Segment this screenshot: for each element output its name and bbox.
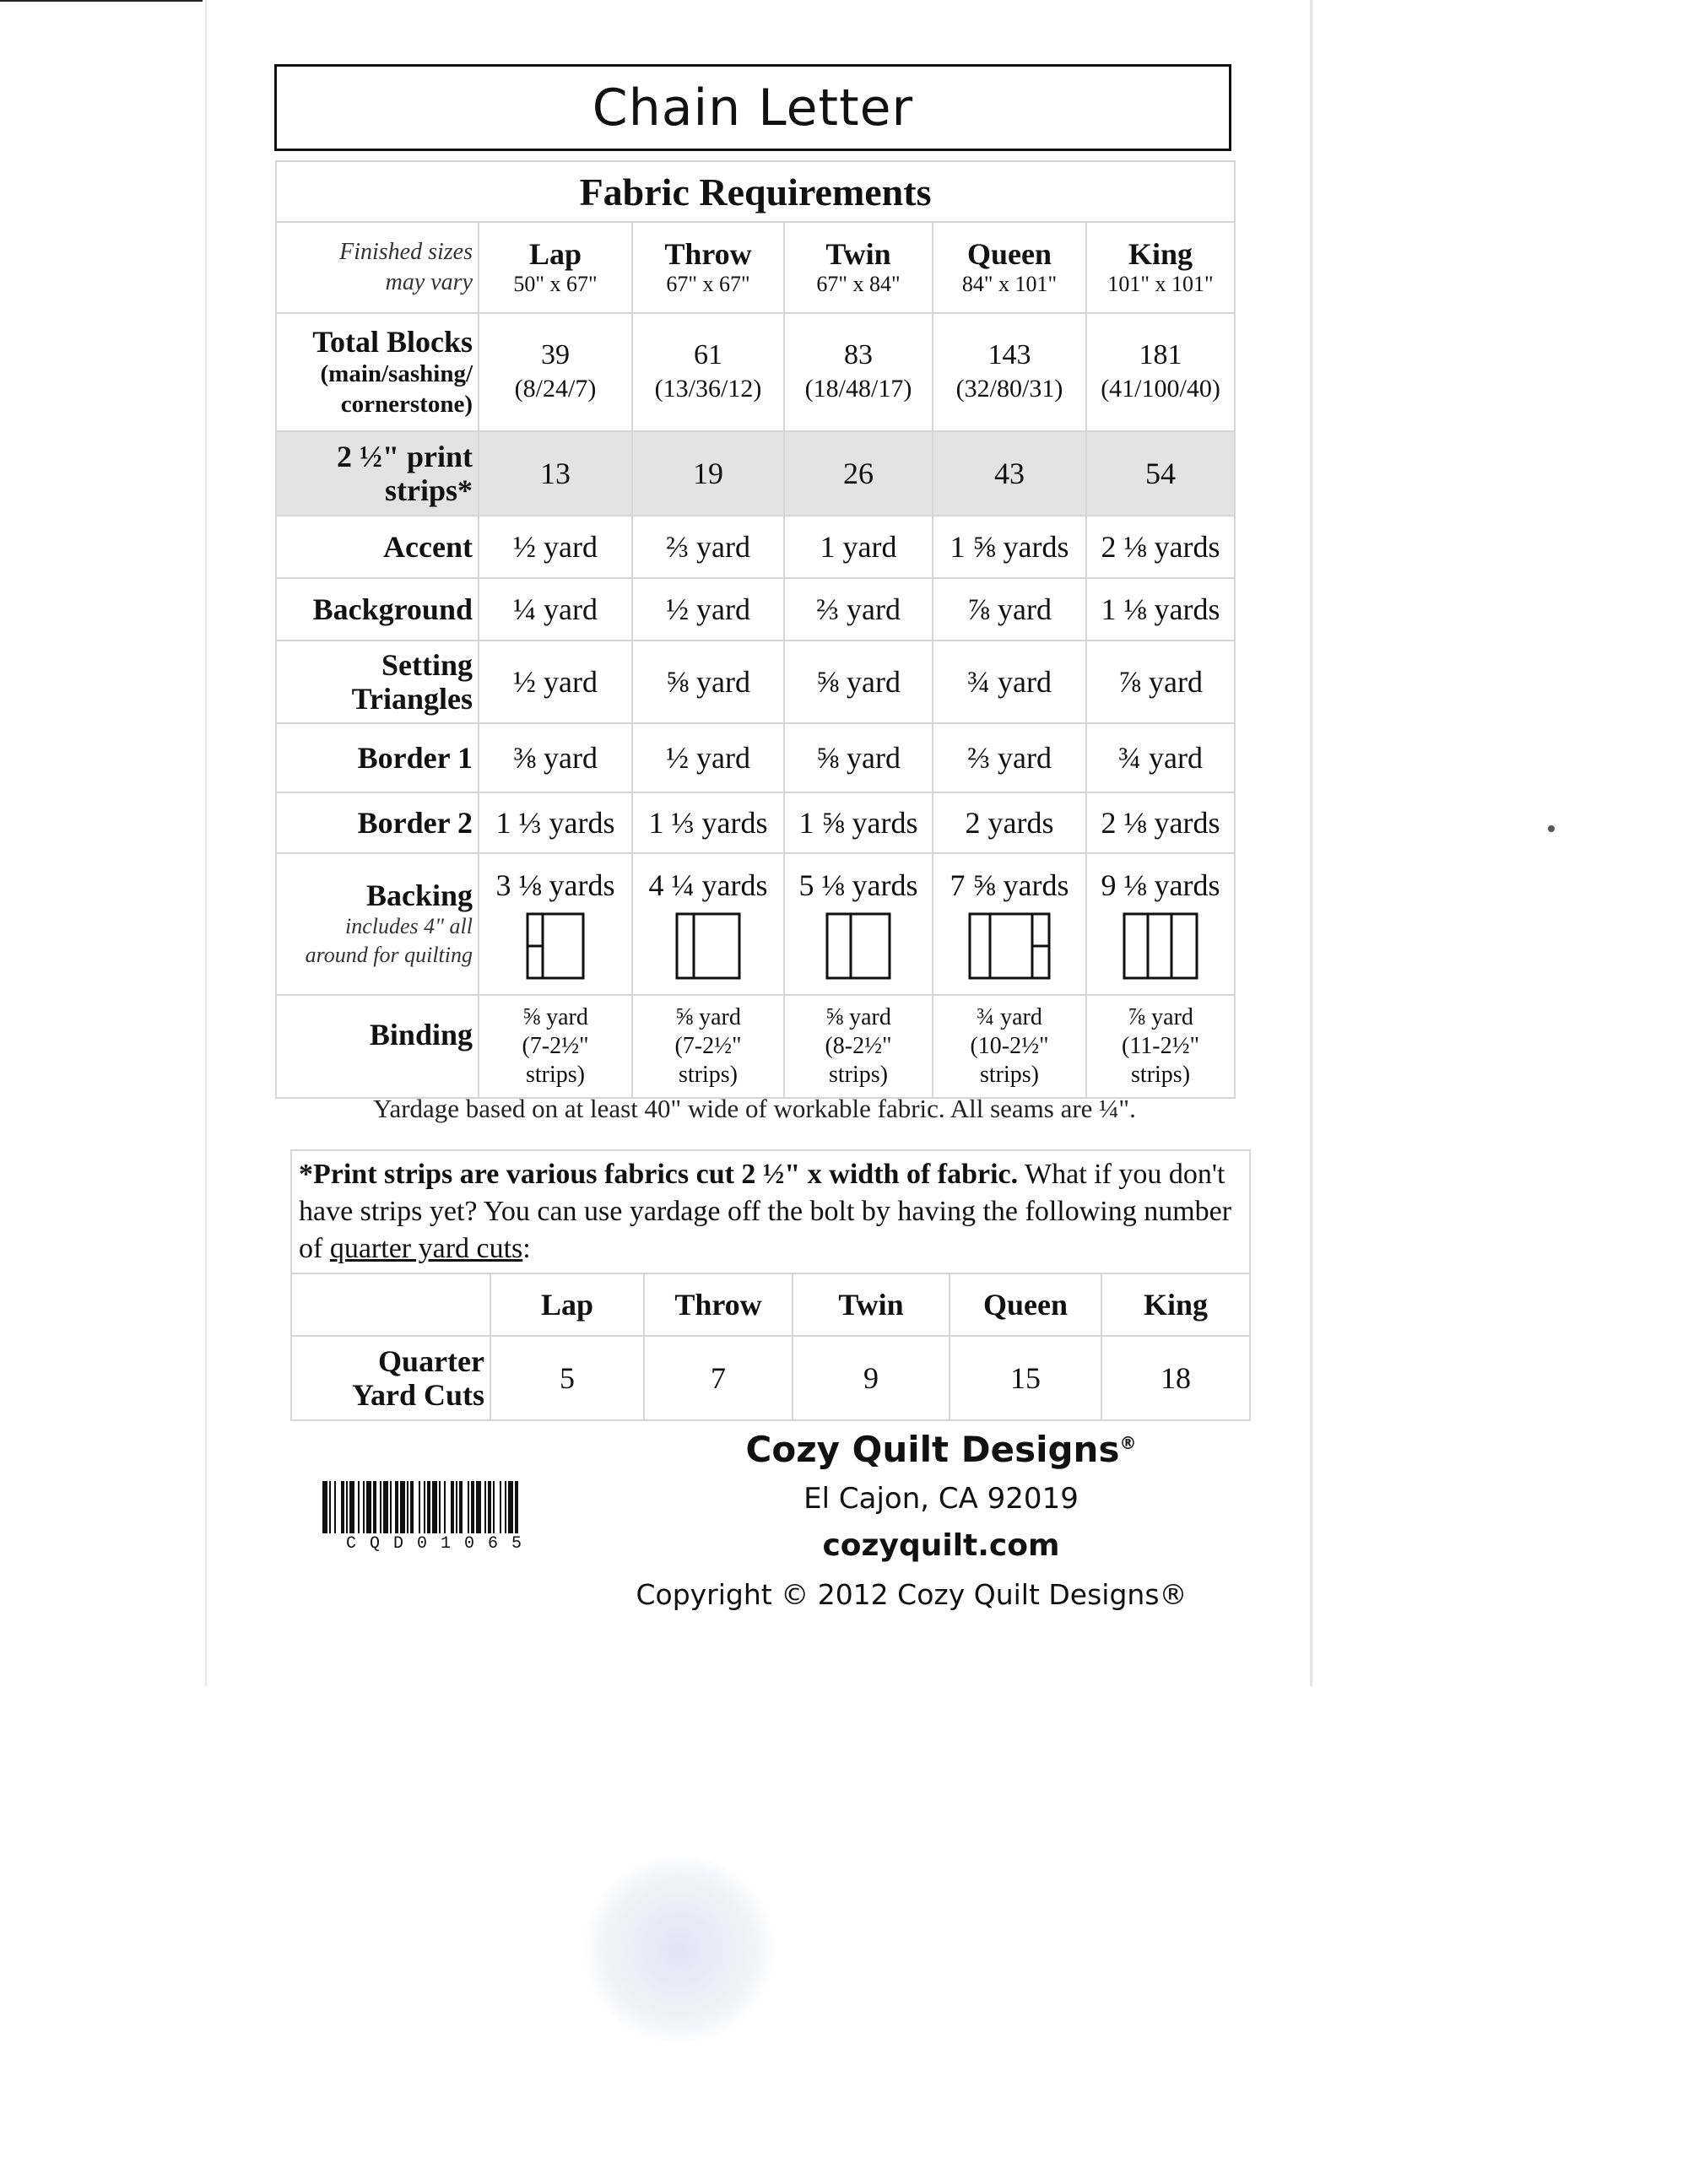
binding-yardage: ⅞ yard [1128,1004,1193,1030]
quarter-yard-cell: 7 [644,1336,793,1420]
header-throw: Throw [644,1273,793,1336]
quarter-yard-cell: 5 [490,1336,644,1420]
border1-label: Border 1 [276,723,479,792]
total-value: 181 [1139,339,1182,370]
total-blocks-row [276,313,1235,431]
border2-cell: 1 ⅝ yards [784,792,933,853]
binding-yardage: ⅝ yard [522,1004,588,1030]
accent-cell: 1 yard [784,516,933,578]
border2-cell: 2 yards [933,792,1086,853]
backing-cell [1086,853,1235,995]
barcode-icon [321,1481,584,1533]
backing-yardage: 9 ⅛ yards [1101,868,1220,902]
binding-cut: (8-2½" [825,1033,892,1059]
size-name: Lap [528,237,582,271]
block-breakdown: (32/80/31) [955,375,1063,403]
total-blocks-cell [632,313,784,431]
binding-cut: (11-2½" [1122,1033,1200,1059]
label-line: Setting [381,648,473,682]
border1-cell: ½ yard [632,723,784,792]
quarter-yard-cell: 15 [950,1336,1101,1420]
backing-cell [632,853,784,995]
binding-cell [1086,995,1235,1098]
publisher-website[interactable]: cozyquilt.com [822,1528,1060,1563]
publisher-name-text: Cozy Quilt Designs [745,1429,1120,1470]
background-cell: ¼ yard [479,578,632,641]
accent-cell: 2 ⅛ yards [1086,516,1235,578]
binding-yardage: ¾ yard [977,1004,1042,1030]
border2-cell: 1 ⅓ yards [632,792,784,853]
border1-cell: ⅝ yard [784,723,933,792]
note-bold-text: *Print strips are various fabrics cut 2 ½" x width of fabric. [299,1159,1019,1190]
speck-mark [1548,825,1555,832]
accent-cell: ½ yard [479,516,632,578]
quarter-yard-cell: 9 [793,1336,950,1420]
block-breakdown: (13/36/12) [654,375,762,403]
binding-cell [632,995,784,1098]
fabric-requirements-table [275,160,1236,1099]
size-header-twin [784,222,933,313]
binding-unit: strips) [526,1062,585,1088]
block-breakdown: (8/24/7) [514,375,597,403]
print-strips-row [276,431,1235,516]
total-value: 143 [987,339,1031,370]
yardage-footnote: Yardage based on at least 40" wide of workable fabric. All seams are ¼". [373,1094,1136,1123]
setting-triangles-label [276,641,479,723]
background-cell: ½ yard [632,578,784,641]
label-line: strips* [384,473,473,507]
total-blocks-label [276,313,479,431]
note-text: What if you don't have strips yet? You can use yardage off the bolt by having the following number of [299,1159,1232,1264]
backing-3-panel-icon [1123,912,1198,980]
finished-sizes-label [276,222,479,313]
faded-stamp-mark [582,1857,776,2042]
binding-unit: strips) [829,1062,888,1088]
setting-triangles-cell: ⅝ yard [784,641,933,723]
backing-cell [479,853,632,995]
binding-cell [933,995,1086,1098]
size-header-king [1086,222,1235,313]
quarter-yard-cuts-table [290,1149,1251,1421]
backing-yardage: 4 ¼ yards [648,868,768,902]
size-name: Twin [825,237,891,271]
top-edge-line [0,0,203,2]
header-queen: Queen [950,1273,1101,1336]
border2-cell: 2 ⅛ yards [1086,792,1235,853]
publisher-city: El Cajon, CA 92019 [803,1482,1079,1516]
label-line: cornerstone) [340,391,473,418]
size-dims: 50" x 67" [513,272,598,296]
setting-triangles-cell: ½ yard [479,641,632,723]
note-end: : [522,1233,531,1264]
backing-2-panel-icon [825,912,891,980]
backing-yardage: 7 ⅝ yards [950,868,1069,902]
border1-cell: ¾ yard [1086,723,1235,792]
size-dims: 101" x 101" [1107,272,1214,296]
total-value: 61 [694,339,722,370]
backing-row [276,853,1235,995]
label-line: Backing [365,878,473,912]
registered-mark: ® [1119,1433,1137,1453]
note-underlined-text: quarter yard cuts [329,1233,523,1264]
accent-label: Accent [276,516,479,578]
background-cell: ⅞ yard [933,578,1086,641]
empty-header-cell [291,1273,490,1336]
quarter-yard-cuts-row [291,1336,1250,1420]
size-name: King [1128,237,1193,271]
total-value: 39 [541,339,570,370]
binding-cell [479,995,632,1098]
print-strips-label [276,431,479,516]
binding-unit: strips) [1131,1062,1191,1088]
setting-triangles-cell: ¾ yard [933,641,1086,723]
size-dims: 84" x 101" [961,272,1058,296]
backing-2-panel-icon [675,912,741,980]
backing-3-panel-pieced-icon [968,912,1051,980]
setting-triangles-cell: ⅞ yard [1086,641,1235,723]
backing-note: around for quilting [305,943,473,967]
size-header-lap [479,222,632,313]
binding-label: Binding [276,995,479,1098]
header-twin: Twin [793,1273,950,1336]
backing-note: includes 4" all [344,914,473,938]
size-header-throw [632,222,784,313]
binding-row [276,995,1235,1098]
size-dims: 67" x 84" [816,272,901,296]
accent-row [276,516,1235,578]
quarter-yard-cell: 18 [1101,1336,1250,1420]
print-strips-cell: 43 [933,431,1086,516]
background-label: Background [276,578,479,641]
backing-2-panel-pieced-icon [526,912,585,980]
binding-cut: (7-2½" [522,1033,589,1059]
border2-row [276,792,1235,853]
block-breakdown: (41/100/40) [1101,375,1220,403]
total-blocks-cell [1086,313,1235,431]
background-cell: 1 ⅛ yards [1086,578,1235,641]
quarter-yard-cuts-label [291,1336,490,1420]
backing-yardage: 3 ⅛ yards [495,868,615,902]
total-blocks-cell [479,313,632,431]
binding-yardage: ⅝ yard [675,1004,741,1030]
size-name: Queen [966,237,1052,271]
label-line: Quarter [378,1344,484,1378]
size-name: Throw [664,237,752,271]
setting-triangles-cell: ⅝ yard [632,641,784,723]
size-header-queen [933,222,1086,313]
border2-cell: 1 ⅓ yards [479,792,632,853]
finished-sizes-text: Finished sizes [339,239,473,265]
binding-unit: strips) [679,1062,738,1088]
accent-cell: 1 ⅝ yards [933,516,1086,578]
binding-unit: strips) [980,1062,1039,1088]
may-vary-text: may vary [385,269,473,295]
total-value: 83 [844,339,873,370]
border1-row [276,723,1235,792]
label-line: Yard Cuts [351,1378,484,1412]
header-king: King [1101,1273,1250,1336]
print-strips-cell: 26 [784,431,933,516]
border1-cell: ⅔ yard [933,723,1086,792]
backing-yardage: 5 ⅛ yards [798,868,918,902]
binding-cut: (10-2½" [970,1033,1049,1059]
backing-cell [784,853,933,995]
barcode-text: CQD01065 [346,1534,536,1554]
print-strips-note [291,1150,1250,1273]
border2-label: Border 2 [276,792,479,853]
setting-triangles-row [276,641,1235,723]
copyright-notice: Copyright © 2012 Cozy Quilt Designs® [636,1578,1188,1611]
block-breakdown: (18/48/17) [804,375,912,403]
fabric-requirements-heading: Fabric Requirements [276,161,1235,222]
total-blocks-cell [933,313,1086,431]
label-line: Total Blocks [312,325,473,359]
background-row [276,578,1235,641]
background-cell: ⅔ yard [784,578,933,641]
print-strips-cell: 54 [1086,431,1235,516]
title-box [274,64,1231,151]
print-strips-cell: 19 [632,431,784,516]
size-dims: 67" x 67" [666,272,750,296]
binding-cut: (7-2½" [674,1033,742,1059]
binding-cell [784,995,933,1098]
publisher-name [675,1418,1207,1475]
print-strips-cell: 13 [479,431,632,516]
label-line: 2 ½" print [337,440,473,473]
header-lap: Lap [490,1273,644,1336]
border1-cell: ⅜ yard [479,723,632,792]
label-line: (main/sashing/ [320,360,473,387]
binding-yardage: ⅝ yard [825,1004,891,1030]
backing-label [276,853,479,995]
total-blocks-cell [784,313,933,431]
accent-cell: ⅔ yard [632,516,784,578]
page-title: Chain Letter [592,78,914,138]
backing-cell [933,853,1086,995]
label-line: Triangles [351,682,473,716]
publisher-block [636,1418,1207,1620]
